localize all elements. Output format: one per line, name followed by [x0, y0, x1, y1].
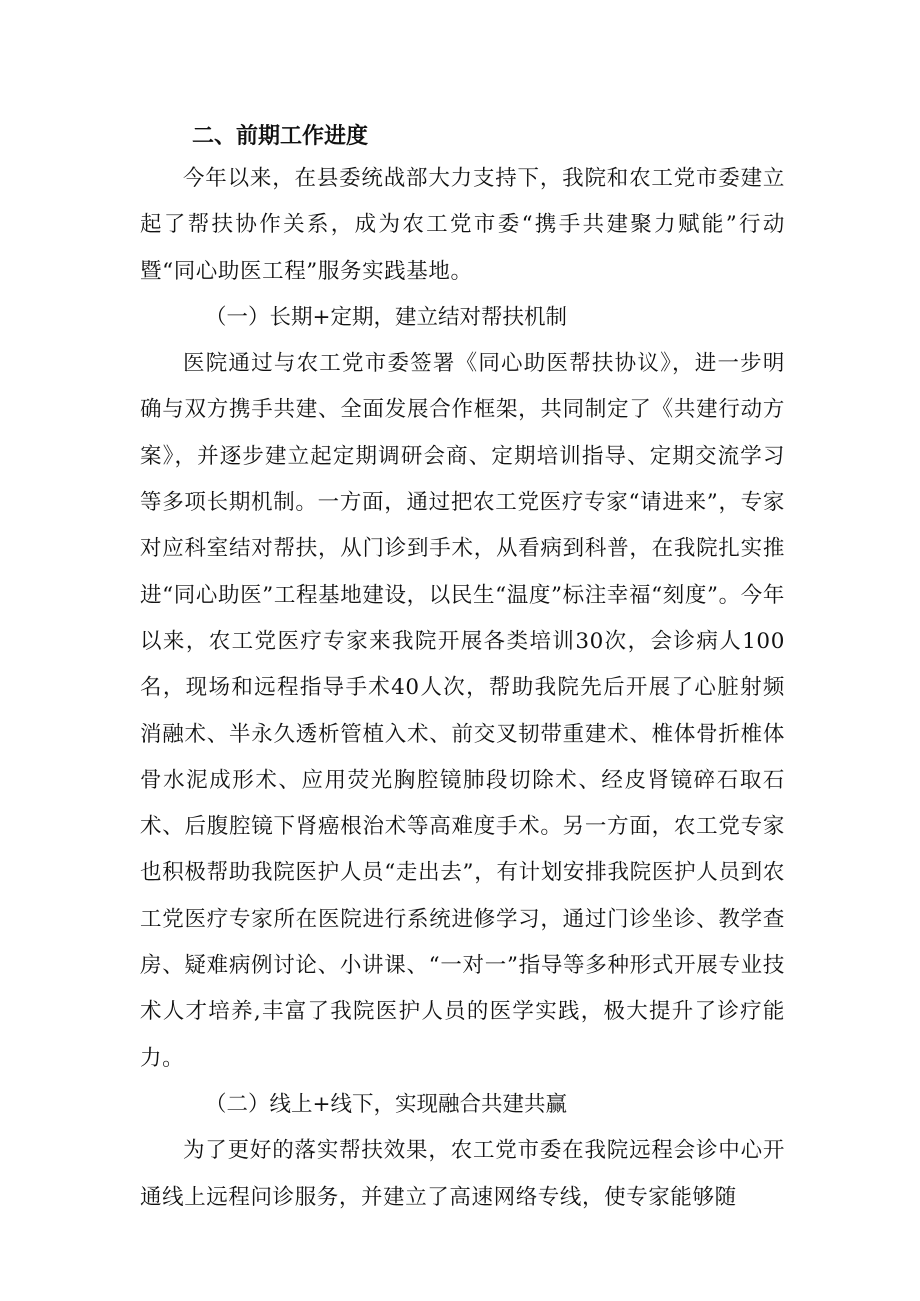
document-body — [140, 118, 785, 1221]
subheading-long-term-mechanism: （一）长期+定期，建立结对帮扶机制 — [205, 304, 568, 330]
paragraph-remote-consultation: 为了更好的落实帮扶效果，农工党市委在我院远程会诊中心开通线上远程问诊服务，并建立了高速网络专线，使专家能够随 — [140, 1138, 785, 1210]
section-heading: 二、前期工作进度 — [192, 124, 369, 149]
subheading-online-offline: （二）线上+线下，实现融合共建共赢 — [205, 1091, 568, 1117]
paragraph-assistance-mechanism: 医院通过与农工党市委签署《同心助医帮扶协议》，进一步明确与双方携手共建、全面发展合作框架，共同制定了《共建行动方案》，并逐步建立起定期调研会商、定期培训指导、定期交流学习等多项长期机制。一方面，通过把农工党医疗专家“请进来”，专家对应科室结对帮扶，从门诊到手术，从看病到科普，在我院扎实推进“同心助医”工程基地建设，以民生“温度”标注幸福“刻度”。今年以来，农工党医疗专家来我院开展各类培训30次，会诊病人100名，现场和远程指导手术40人次，帮助我院先后开展了心脏射频消融术、半永久透析管植入术、前交叉韧带重建术、椎体骨折椎体骨水泥成形术、应用荧光胸腔镜肺段切除术、经皮肾镜碎石取石术、后腹腔镜下肾癌根治术等高难度手术。另一方面，农工党专家也积极帮助我院医护人员“走出去”，有计划安排我院医护人员到农工党医疗专家所在医院进行系统进修学习，通过门诊坐诊、教学查房、疑难病例讨论、小讲课、“一对一”指导等多种形式开展专业技术人才培养,丰富了我院医护人员的医学实践，极大提升了诊疗能力。 — [140, 351, 785, 1071]
intro-paragraph: 今年以来，在县委统战部大力支持下，我院和农工党市委建立起了帮扶协作关系，成为农工党市委“携手共建聚力赋能”行动暨“同心助医工程”服务实践基地。 — [140, 166, 785, 284]
